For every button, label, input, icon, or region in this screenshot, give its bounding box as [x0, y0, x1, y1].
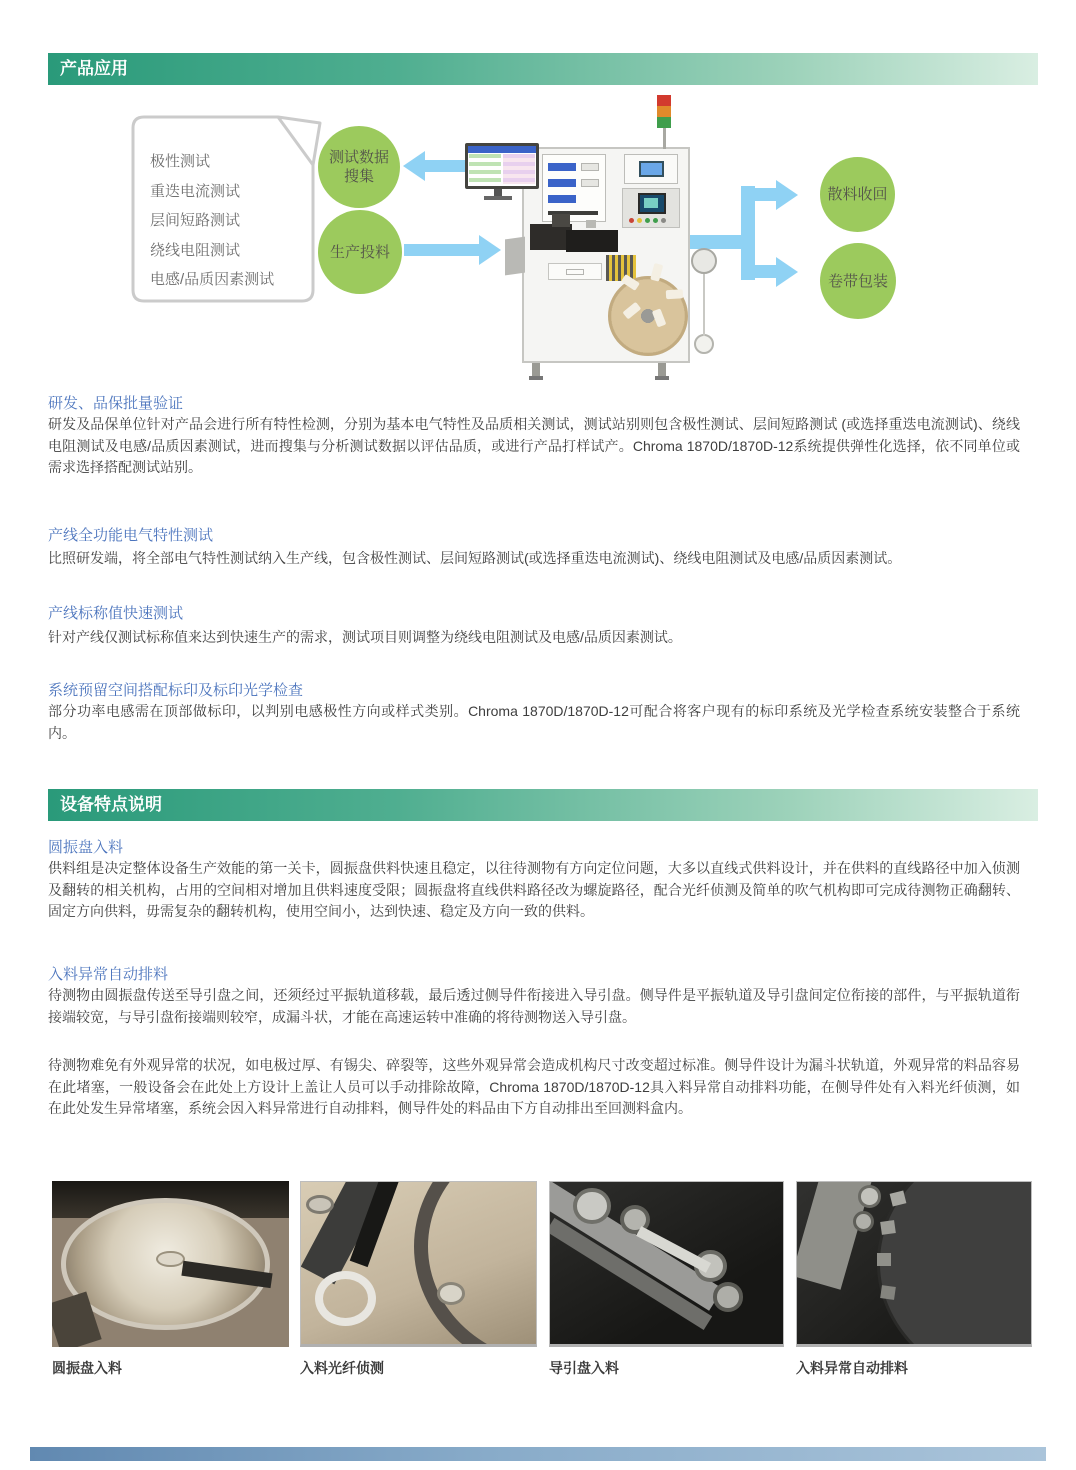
list-item: 极性测试 — [150, 153, 211, 170]
list-item: 绕线电阻测试 — [150, 241, 241, 259]
input-chute — [505, 237, 525, 276]
button-green — [645, 218, 650, 223]
photo-detail — [573, 1188, 610, 1224]
node-label: 卷带包装 — [827, 272, 888, 290]
photo-caption: 入料光纤侦测 — [300, 1360, 384, 1376]
section-bar-features — [48, 789, 1038, 821]
node-bulk-return — [820, 157, 895, 232]
crt-screen — [644, 198, 658, 208]
mech-block — [552, 214, 570, 227]
test-items-list — [150, 147, 274, 295]
reel-slot — [666, 289, 683, 299]
button-yellow — [637, 218, 642, 223]
heading-marking-aoi: 系统预留空间搭配标印及标印光学检查 — [48, 682, 304, 699]
machine-photo — [460, 88, 810, 383]
instrument-panel — [581, 163, 599, 171]
arrow-left-icon — [403, 151, 425, 181]
machine-leg — [532, 363, 540, 376]
arrow-shaft — [424, 160, 465, 172]
feeder-mechanism — [530, 212, 630, 258]
photo-detail — [880, 1285, 896, 1300]
monitor-table-right — [503, 154, 535, 184]
section-bar-product-applications — [48, 53, 1038, 85]
instrument-screen — [548, 163, 576, 171]
body-auto-discharge-1: 待测物由圆振盘传送至导引盘之间，还须经过平振轨道移载，最后透过侧导件衔接进入导引盘。侧导件是平振轨道及导引盘间定位衔接的部件，与平振轨道衔接端较宽，与导引盘衔接端则较窄，成漏斗状，才能在高速运转中准确的将待测物送入导引盘。 — [48, 987, 1020, 1025]
reel-slot — [621, 274, 640, 291]
drawer — [548, 263, 602, 280]
mech-block — [566, 230, 618, 252]
mech-block — [586, 220, 596, 228]
monitor-header — [468, 146, 536, 153]
photo-detail — [877, 1253, 891, 1266]
body-auto-discharge-2: 待测物难免有外观异常的状况，如电极过厚、有锡尖、碎裂等，这些外观异常会造成机构尺寸改变超过标准。侧导件设计为漏斗状轨道，外观异常的料品容易在此堵塞，一般设备会在此处上方设计上盖让人员可以手动排除故障，Chroma 1870D/1870D-12具入料异常自动排料功能，在侧导件处有入料光纤侦测，如在此处发生异常堵塞，系统会因入料异常进行自动排料，侧导件处的料品由下方自动排出至回测料盒内。 — [48, 1057, 1020, 1116]
drawer-slot — [566, 269, 584, 275]
body-bowl-feeder: 供料组是决定整体设备生产效能的第一关卡，圆振盘供料快速且稳定，以往待测物有方向定位问题，大多以直线式供料设计，并在供料的直线路径中加入侦测及翻转的相关机构，占用的空间相对增加且供料速度受限；圆振盘将直线供料路径改为螺旋路径，配合光纤侦测及简单的吹气机构即可完成待测物正确翻转、固定方向供料，毋需复杂的翻转机构，使用空间小，达到快速、稳定及方向一致的供料。 — [48, 860, 1020, 919]
tape-reel-large — [608, 276, 688, 356]
reel-slot — [622, 302, 641, 320]
instrument-screen — [548, 195, 576, 203]
section-bar-title: 设备特点说明 — [60, 795, 162, 814]
reel-slot — [652, 308, 666, 327]
tower-light-amber — [657, 106, 671, 117]
monitor-base — [484, 196, 512, 200]
photo-detail — [889, 1190, 906, 1206]
tape-reel-small — [694, 334, 714, 354]
control-panel — [622, 188, 680, 228]
node-label: 搜集 — [343, 168, 374, 185]
body-marking-aoi: 部分功率电感需在顶部做标印，以判别电感极性方向或样式类别。Chroma 1870D/1870D-12可配合将客户现有的标印系统及光学检查系统安装整合于系统内。 — [48, 703, 1020, 741]
button-green — [653, 218, 658, 223]
list-item: 重迭电流测试 — [150, 182, 241, 200]
heading-full-line-test: 产线全功能电气特性测试 — [48, 527, 214, 544]
photo-detail — [713, 1282, 743, 1311]
instrument-panel — [581, 179, 599, 187]
instrument-screen — [548, 179, 576, 187]
tower-light-pole — [663, 128, 666, 149]
test-items-document-box — [128, 113, 338, 313]
photo-detail — [858, 1185, 881, 1208]
list-item: 层间短路测试 — [150, 212, 241, 229]
section-bar-title: 产品应用 — [60, 59, 128, 78]
photo-guide-disc — [549, 1181, 784, 1347]
node-label: 测试数据 — [328, 149, 389, 166]
photo-detail — [156, 1251, 184, 1268]
photo-caption: 导引盘入料 — [549, 1360, 619, 1376]
node-tape-packing — [820, 243, 896, 319]
heading-bowl-feeder: 圆振盘入料 — [48, 839, 124, 856]
crt-display — [638, 193, 666, 214]
tower-light-green — [657, 117, 671, 128]
node-test-data-collection — [318, 126, 400, 208]
machine-leg — [658, 363, 666, 376]
tower-light-red — [657, 95, 671, 106]
photo-detail — [414, 1181, 537, 1347]
machine-foot — [529, 376, 543, 380]
body-quick-test: 针对产线仅测试标称值来达到快速生产的需求，测试项目则调整为绕线电阻测试及电感/品质因素测试。 — [48, 629, 682, 645]
heading-auto-discharge: 入料异常自动排料 — [48, 966, 169, 983]
photo-caption: 入料异常自动排料 — [796, 1360, 908, 1376]
machine-foot — [655, 376, 669, 380]
heading-rd-validation: 研发、品保批量验证 — [48, 395, 184, 412]
node-label: 散料收回 — [827, 186, 888, 203]
photo-detail — [877, 1181, 1032, 1347]
monitor-stand — [494, 189, 502, 196]
tape-strip — [703, 274, 705, 336]
list-item: 电感/品质因素测试 — [150, 271, 275, 288]
photo-fiber-sensor — [300, 1181, 537, 1347]
body-full-line-test: 比照研发端，将全部电气特性测试纳入生产线，包含极性测试、层间短路测试(或选择重迭电流测试)、绕线电阻测试及电感/品质因素测试。 — [48, 550, 902, 566]
heading-quick-test: 产线标称值快速测试 — [48, 605, 184, 622]
button-gray — [661, 218, 666, 223]
monitor-table-left — [469, 154, 501, 184]
node-production-feed — [318, 210, 402, 294]
photo-vibration-bowl — [52, 1181, 289, 1347]
photo-auto-discharge — [796, 1181, 1032, 1347]
tape-reel-small — [691, 248, 717, 274]
panel-screen — [639, 161, 664, 177]
machine-monitor — [465, 143, 539, 189]
node-label: 生产投料 — [329, 243, 390, 261]
photo-detail — [315, 1271, 376, 1326]
footer-divider-bar — [30, 1447, 1046, 1461]
photo-caption: 圆振盘入料 — [52, 1360, 122, 1376]
photo-detail — [853, 1211, 874, 1232]
body-rd-validation: 研发及品保单位针对产品会进行所有特性检测，分别为基本电气特性及品质相关测试，测试站别则包含极性测试、层间短路测试 (或选择重迭电流测试)、绕线电阻测试及电感/品质因素测试，进而搜集与分析测试数据以评估品质，或进行产品打样试产。Chroma 1870D/1870D-12系统提供弹性化选择，依不同单位或需求选择搭配测试站别。 — [48, 416, 1020, 475]
top-panel — [624, 154, 678, 184]
photo-detail — [880, 1220, 896, 1235]
